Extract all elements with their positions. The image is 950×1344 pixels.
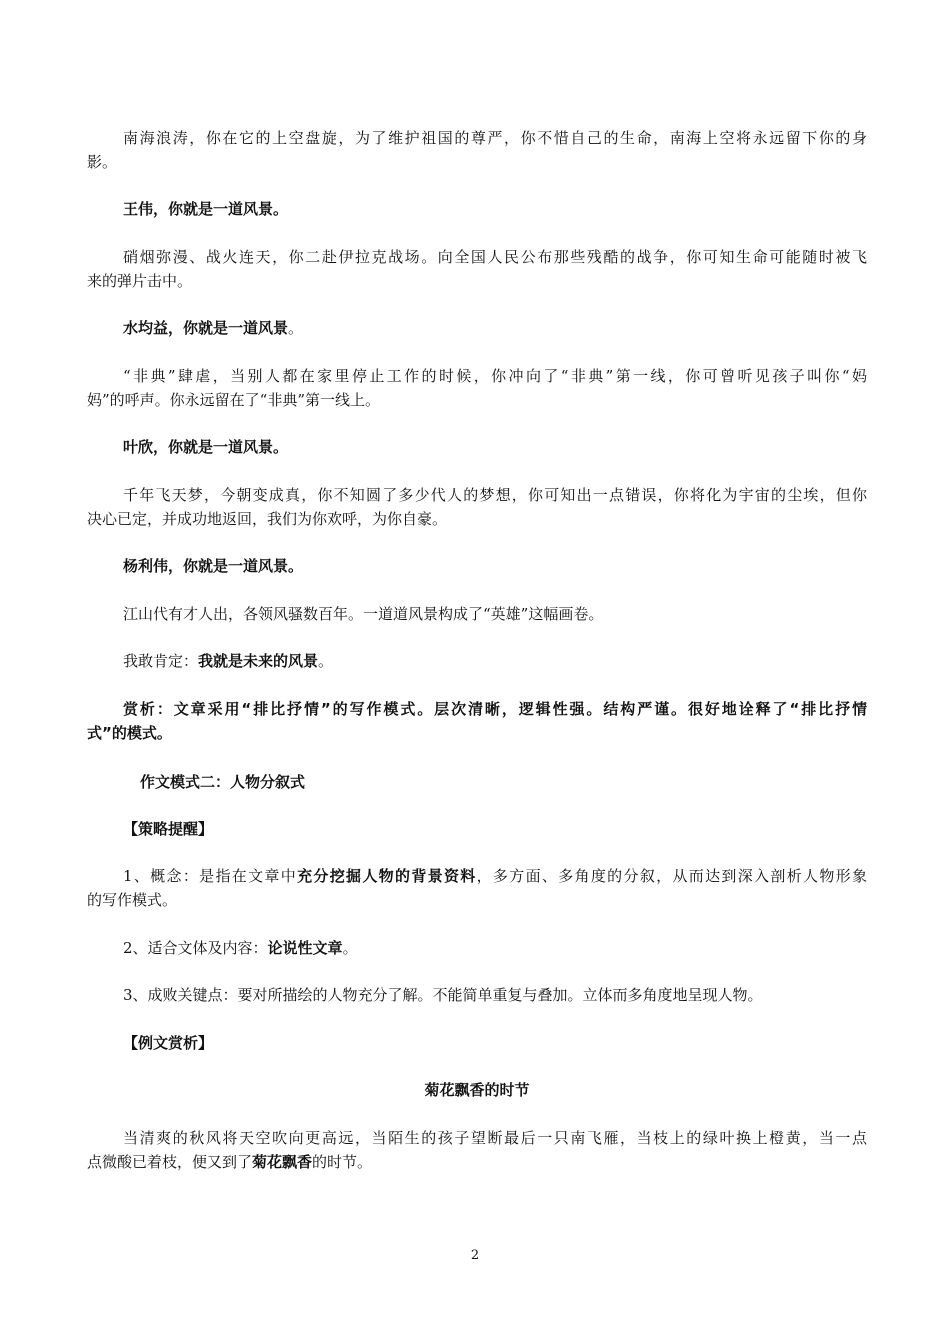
list-item: 3、成败关键点：要对所描绘的人物充分了解。不能简单重复与叠加。立体而多角度地呈现人物。 (123, 986, 763, 1004)
text-run: ，多方面、多角度的分叙，从而达到深入剖析人物形象 (476, 867, 867, 885)
paragraph-line: 南海浪涛，你在它的上空盘旋，为了维护祖国的尊严，你不惜自己的生命，南海上空将永远留下你的身 (123, 129, 867, 147)
refrain-heading (123, 316, 867, 340)
text-run: 1、概念：是指在文章中 (123, 867, 298, 885)
list-item (123, 864, 867, 888)
paragraph-line: 决心已定，并成功地返回，我们为你欢呼，为你自豪。 (87, 510, 448, 528)
paragraph-line: “非典”肆虐，当别人都在家里停止工作的时候，你冲向了“非典”第一线，你可曾听见孩子叫你“妈 (123, 367, 867, 385)
paragraph-line: 影。 (87, 153, 118, 171)
text-run: 的时节。 (312, 1153, 373, 1171)
paragraph-line: 妈”的呼声。你永远留在了“非典”第一线上。 (87, 391, 381, 409)
list-item (123, 936, 867, 960)
text-run: 2、适合文体及内容： (123, 939, 268, 957)
paragraph-line: 硝烟弥漫、战火连天，你二赴伊拉克战场。向全国人民公布那些残酷的战争，你可知生命可能随时被飞 (123, 248, 867, 266)
strategy-heading: 【策略提醒】 (123, 820, 214, 838)
text-run: 。 (342, 939, 358, 957)
refrain-heading-end: 。 (288, 319, 304, 337)
text-run: 我敢肯定： (123, 652, 199, 670)
text-run-bold: 我就是未来的风景 (198, 652, 319, 670)
list-item-continuation: 的写作模式。 (87, 891, 178, 909)
paragraph-line: 江山代有才人出，各领风骚数百年。一道道风景构成了“英雄”这幅画卷。 (123, 605, 604, 623)
refrain-heading-bold: 水均益，你就是一道风景 (123, 319, 289, 337)
page-number: 2 (470, 1248, 480, 1263)
text-run-bold: 充分挖掘人物的背景资料 (297, 867, 477, 885)
text-run-bold: 论说性文章 (267, 939, 343, 957)
refrain-heading: 王伟，你就是一道风景。 (123, 200, 289, 218)
analysis-line: 式”的模式。 (87, 724, 172, 742)
section-title: 作文模式二：人物分叙式 (140, 773, 306, 791)
refrain-heading: 叶欣，你就是一道风景。 (123, 438, 289, 456)
text-run: 。 (318, 652, 334, 670)
example-heading: 【例文赏析】 (123, 1034, 214, 1052)
paragraph-line: 千年飞天梦，今朝变成真，你不知圆了多少代人的梦想，你可知出一点错误，你将化为宇宙的尘埃，但你 (123, 486, 867, 504)
refrain-heading: 杨利伟，你就是一道风景。 (123, 557, 304, 575)
paragraph-line (123, 649, 867, 673)
paragraph-line (87, 1150, 867, 1174)
text-run-bold: 菊花飘香 (252, 1153, 313, 1171)
analysis-line: 赏析：文章采用“排比抒情”的写作模式。层次清晰，逻辑性强。结构严谨。很好地诠释了“排比抒情 (123, 700, 867, 718)
text-run: 点微酸已着枝，便又到了 (87, 1153, 253, 1171)
paragraph-line: 当清爽的秋风将天空吹向更高远，当陌生的孩子望断最后一只南飞雁，当枝上的绿叶换上橙黄，当一点 (123, 1129, 867, 1147)
example-title: 菊花飘香的时节 (424, 1081, 530, 1099)
paragraph-line: 来的弹片击中。 (87, 272, 193, 290)
